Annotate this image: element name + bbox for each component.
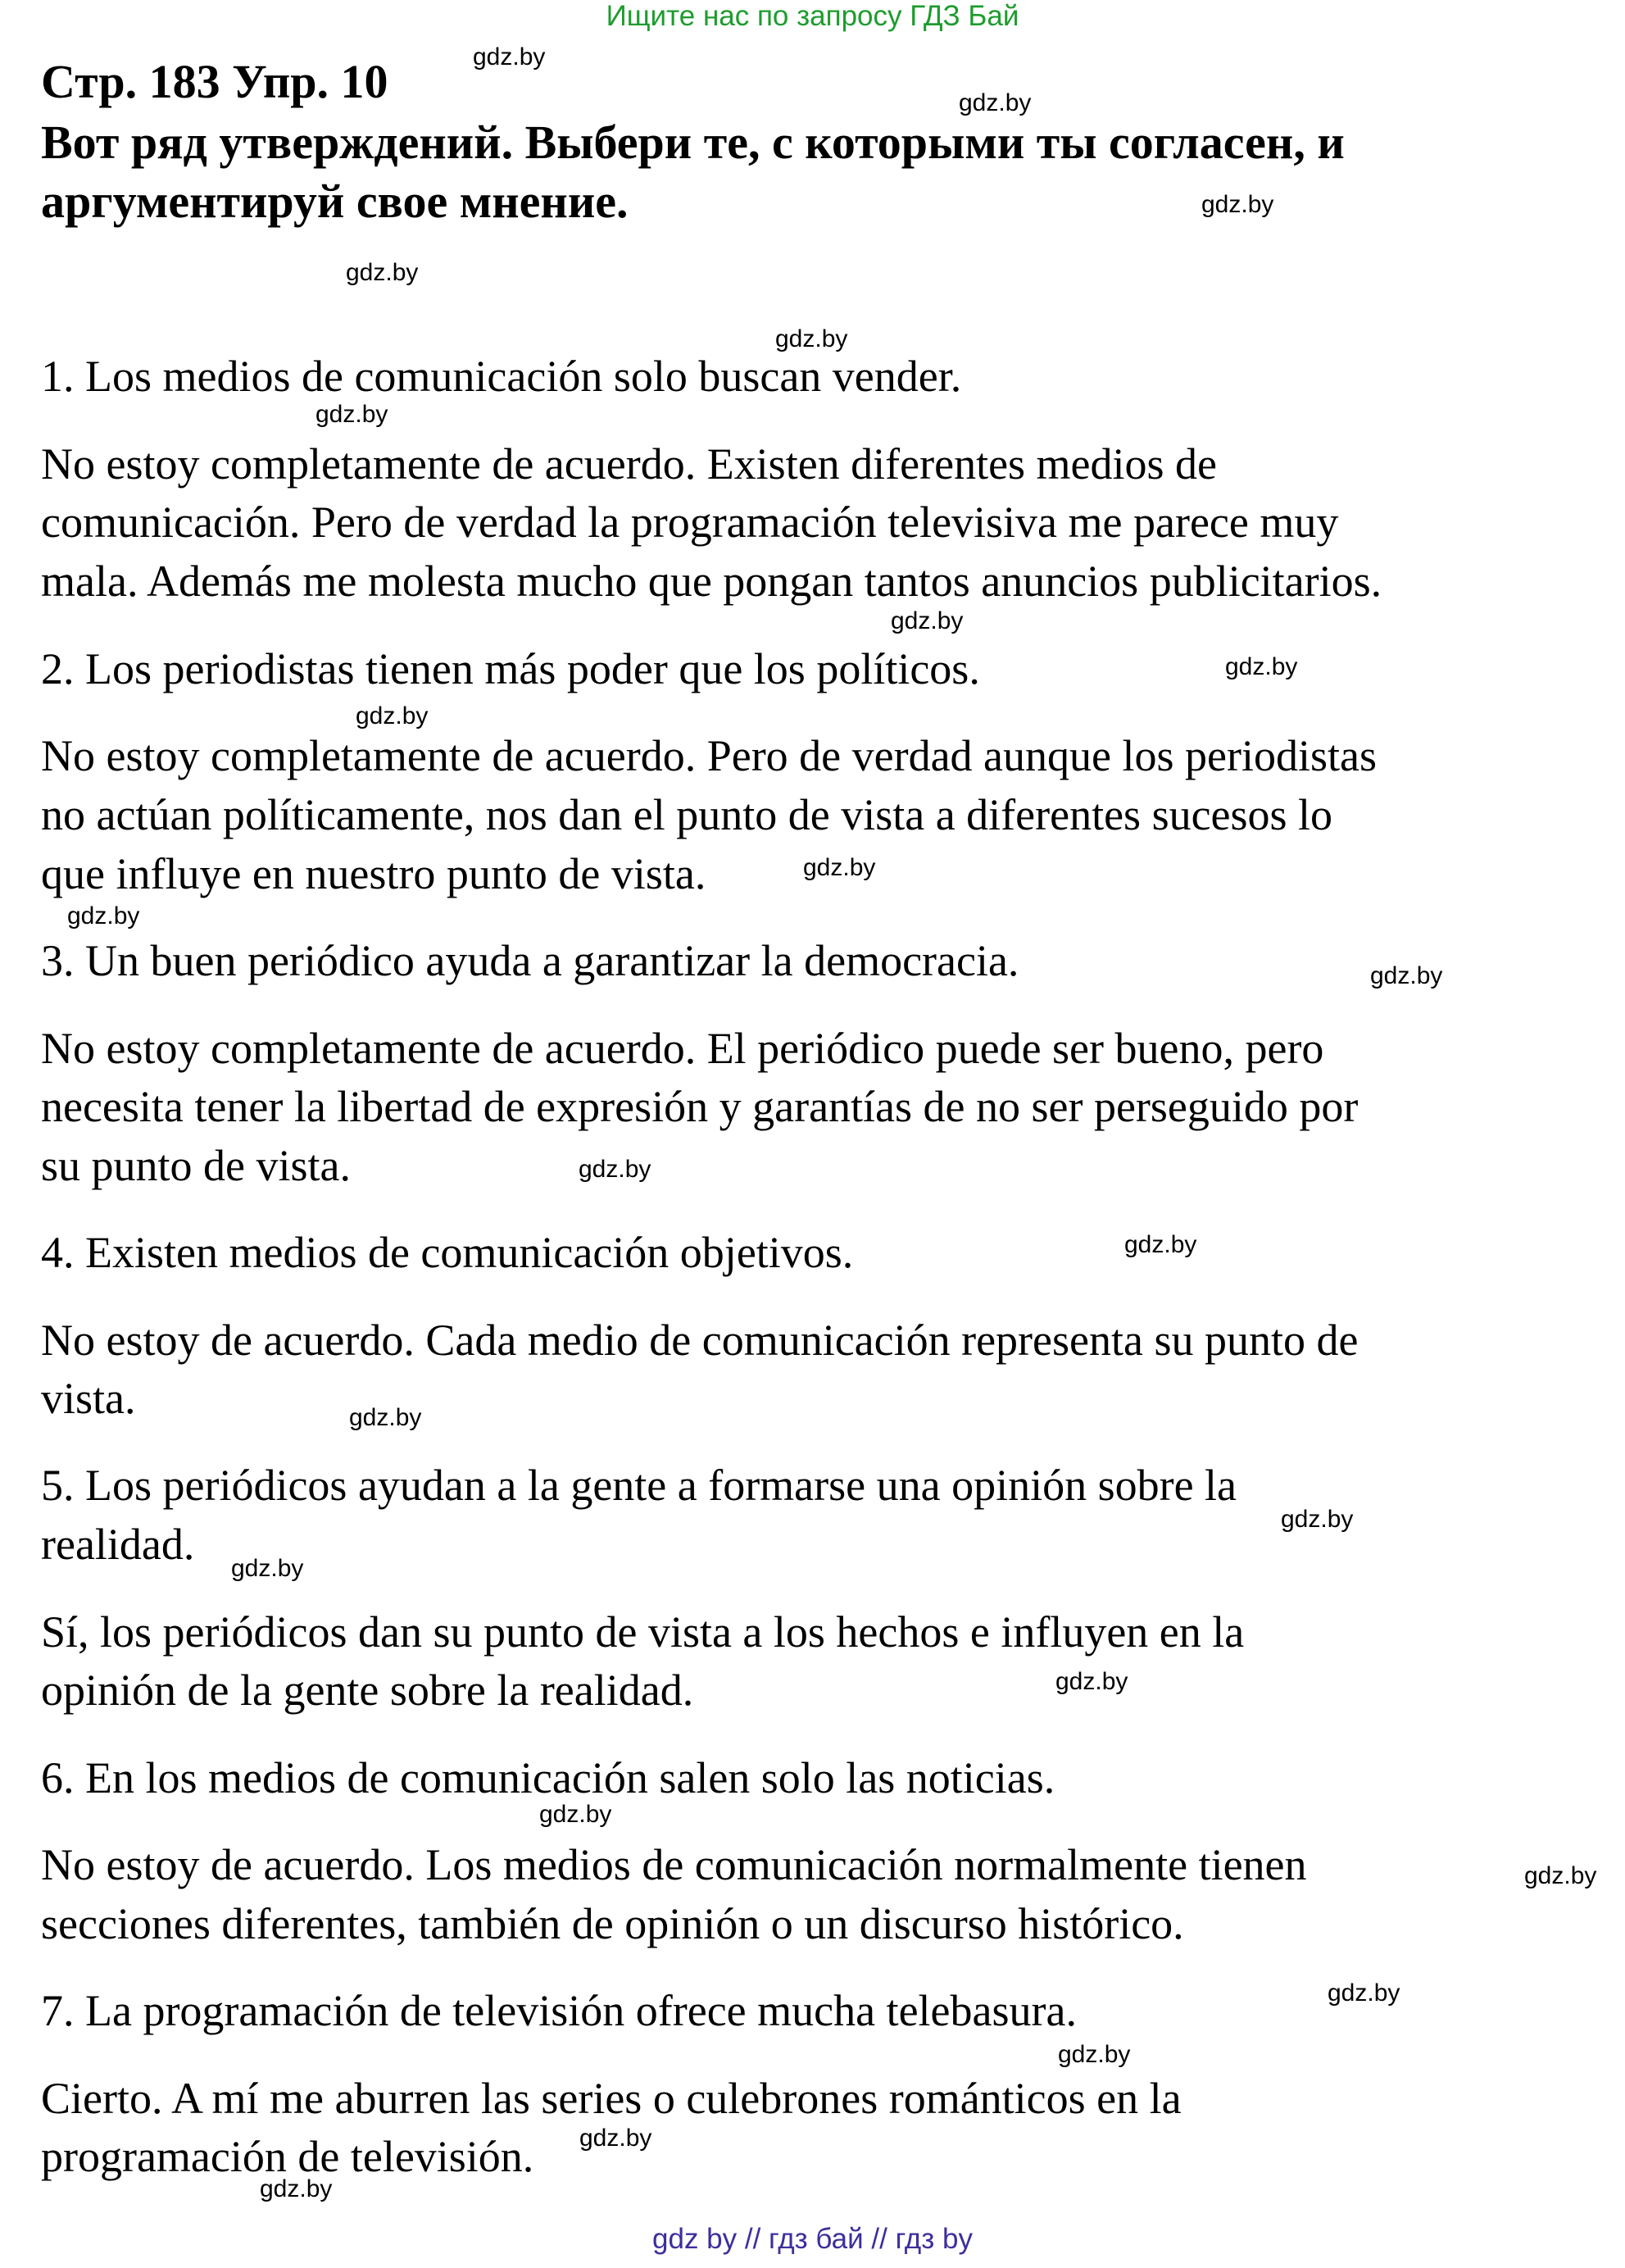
statement-5-line-1: 5. Los periódicos ayudan a la gente a formarse una opinión sobre la xyxy=(41,1461,1237,1510)
statement-7: 7. La programación de televisión ofrece mucha telebasura. xyxy=(41,1986,1077,2035)
answer-5-line-1: Sí, los periódicos dan su punto de vista a los hechos e influyen en la xyxy=(41,1607,1245,1657)
answer-1-line-3: mala. Además me molesta mucho que pongan tantos anuncios publicitarios. xyxy=(41,557,1382,606)
answer-7-line-1: Cierto. A mí me aburren las series o culebrones románticos en la xyxy=(41,2074,1182,2123)
answer-3-line-3: su punto de vista. xyxy=(41,1141,351,1190)
watermark: gdz.by xyxy=(1524,1862,1597,1889)
watermark: gdz.by xyxy=(891,607,964,634)
watermark: gdz.by xyxy=(1370,962,1443,989)
watermark: gdz.by xyxy=(579,1156,651,1183)
watermark: gdz.by xyxy=(1225,653,1298,680)
watermark: gdz.by xyxy=(579,2125,652,2152)
page-title: Стр. 183 Упр. 10 xyxy=(41,55,388,108)
statement-1: 1. Los medios de comunicación solo buscan vender. xyxy=(41,352,962,401)
watermark: gdz.by xyxy=(356,702,429,729)
watermark: gdz.by xyxy=(1055,1668,1128,1695)
search-banner: Ищите нас по запросу ГДЗ Бай xyxy=(606,0,1019,32)
watermark: gdz.by xyxy=(959,89,1032,116)
statement-2: 2. Los periodistas tienen más poder que los políticos. xyxy=(41,644,980,693)
watermark: gdz.by xyxy=(1058,2041,1131,2068)
watermark: gdz.by xyxy=(67,902,140,929)
statement-3: 3. Un buen periódico ayuda a garantizar la democracia. xyxy=(41,936,1019,985)
answer-7-line-2: programación de televisión. xyxy=(41,2132,534,2181)
statement-6: 6. En los medios de comunicación salen solo las noticias. xyxy=(41,1753,1055,1802)
instruction-line-1: Вот ряд утверждений. Выбери те, с которыми ты согласен, и xyxy=(41,116,1345,169)
watermark: gdz.by xyxy=(1201,191,1274,218)
watermark: gdz.by xyxy=(1281,1506,1354,1533)
answer-1-line-1: No estoy completamente de acuerdo. Existen diferentes medios de xyxy=(41,439,1218,489)
answer-4-line-2: vista. xyxy=(41,1374,136,1423)
watermark: gdz.by xyxy=(346,259,419,286)
footer-watermark: gdz by // гдз бай // гдз by xyxy=(652,2223,973,2255)
watermark: gdz.by xyxy=(539,1801,612,1828)
answer-2-line-1: No estoy completamente de acuerdo. Pero de verdad aunque los periodistas xyxy=(41,731,1377,780)
statement-4: 4. Existen medios de comunicación objetivos. xyxy=(41,1228,854,1277)
statement-5-line-2: realidad. xyxy=(41,1520,195,1569)
answer-2-line-3: que influye en nuestro punto de vista. xyxy=(41,849,706,898)
watermark: gdz.by xyxy=(349,1404,422,1431)
watermark: gdz.by xyxy=(260,2175,333,2202)
watermark: gdz.by xyxy=(1124,1231,1197,1258)
watermark: gdz.by xyxy=(775,325,848,352)
watermark: gdz.by xyxy=(315,401,388,428)
answer-6-line-1: No estoy de acuerdo. Los medios de comunicación normalmente tienen xyxy=(41,1840,1307,1889)
answer-5-line-2: opinión de la gente sobre la realidad. xyxy=(41,1666,694,1715)
watermark: gdz.by xyxy=(1328,1979,1400,2007)
watermark: gdz.by xyxy=(231,1555,304,1582)
watermark: gdz.by xyxy=(473,43,546,70)
watermark: gdz.by xyxy=(803,854,876,881)
answer-1-line-2: comunicación. Pero de verdad la programación televisiva me parece muy xyxy=(41,498,1339,547)
answer-3-line-2: necesita tener la libertad de expresión y garantías de no ser perseguido por xyxy=(41,1082,1359,1131)
instruction-line-2: аргументируй свое мнение. xyxy=(41,175,629,228)
answer-4-line-1: No estoy de acuerdo. Cada medio de comunicación representa su punto de xyxy=(41,1316,1359,1365)
answer-2-line-2: no actúan políticamente, nos dan el punto de vista a diferentes sucesos lo xyxy=(41,790,1333,839)
answer-3-line-1: No estoy completamente de acuerdo. El periódico puede ser bueno, pero xyxy=(41,1024,1324,1073)
answer-6-line-2: secciones diferentes, también de opinión o un discurso histórico. xyxy=(41,1899,1184,1948)
